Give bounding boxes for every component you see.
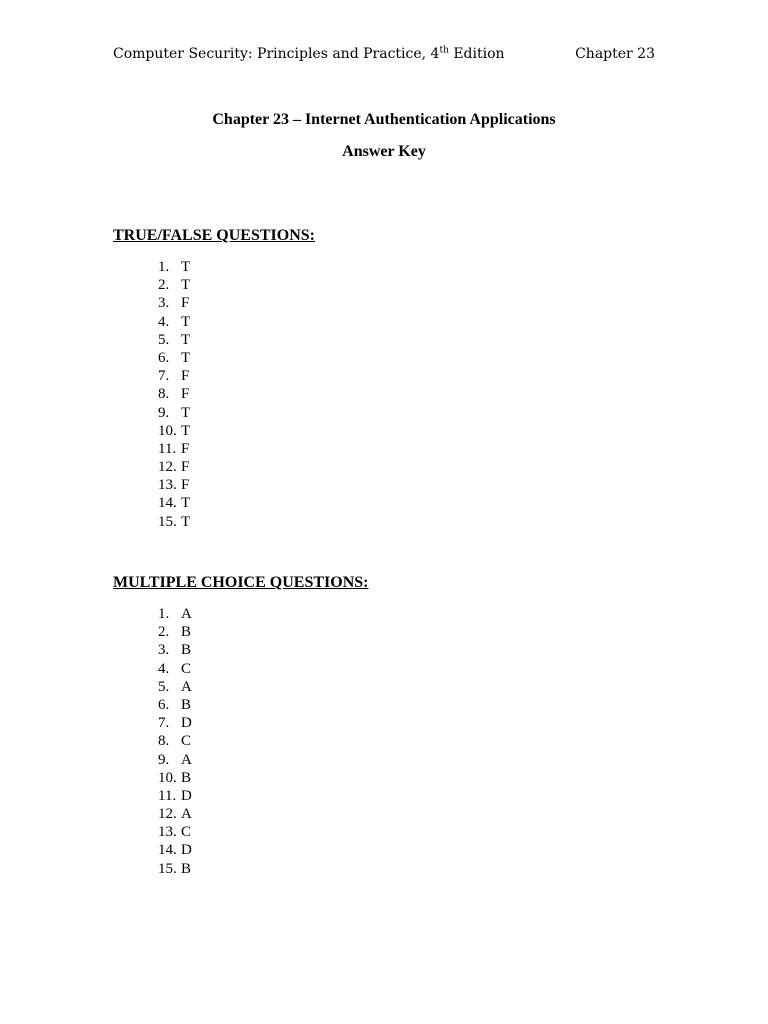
question-number: 6. bbox=[158, 696, 170, 713]
question-number: 3. bbox=[158, 642, 170, 659]
question-number: 10. bbox=[158, 769, 177, 786]
answer-value: F bbox=[181, 295, 190, 312]
answer-value: T bbox=[181, 313, 191, 330]
answer-value: C bbox=[181, 660, 192, 677]
question-number: 5. bbox=[158, 678, 170, 695]
question-number: 14. bbox=[158, 842, 177, 859]
answer-value: B bbox=[181, 860, 192, 877]
question-number: 13. bbox=[158, 824, 177, 841]
answer-value: A bbox=[181, 751, 192, 768]
question-number: 8. bbox=[158, 386, 170, 403]
answer-value: F bbox=[181, 440, 190, 457]
header-book-title bbox=[113, 46, 505, 62]
question-number: 2. bbox=[158, 277, 170, 294]
answer-value: C bbox=[181, 824, 192, 841]
answer-value: C bbox=[181, 733, 192, 750]
answer-value: A bbox=[181, 606, 192, 622]
answer-value: T bbox=[181, 495, 191, 512]
header-edition-superscript: th bbox=[439, 45, 449, 56]
true-false-heading: TRUE/FALSE QUESTIONS: bbox=[113, 227, 315, 244]
question-number: 13. bbox=[158, 477, 177, 494]
answer-value: T bbox=[181, 404, 191, 421]
answer-value: B bbox=[181, 624, 192, 641]
question-number: 1. bbox=[158, 606, 170, 622]
question-number: 1. bbox=[158, 259, 170, 275]
answer-value: A bbox=[181, 678, 192, 695]
header-edition-suffix: Edition bbox=[448, 46, 505, 62]
document-subtitle: Answer Key bbox=[342, 143, 426, 160]
multiple-choice-heading: MULTIPLE CHOICE QUESTIONS: bbox=[113, 574, 369, 591]
question-number: 12. bbox=[158, 806, 177, 823]
answer-value: D bbox=[181, 842, 192, 859]
question-number: 11. bbox=[158, 787, 177, 804]
answer-value: B bbox=[181, 642, 192, 659]
question-number: 9. bbox=[158, 751, 170, 768]
answer-value: F bbox=[181, 368, 190, 385]
question-number: 7. bbox=[158, 368, 170, 385]
answer-value: F bbox=[181, 386, 190, 403]
answer-value: B bbox=[181, 769, 192, 786]
answer-value: D bbox=[181, 715, 192, 732]
answer-value: D bbox=[181, 787, 192, 804]
question-number: 15. bbox=[158, 513, 177, 530]
answer-value: B bbox=[181, 696, 192, 713]
question-number: 6. bbox=[158, 349, 170, 366]
answer-value: F bbox=[181, 459, 190, 476]
answer-value: T bbox=[181, 349, 191, 366]
answer-value: T bbox=[181, 422, 191, 439]
question-number: 10. bbox=[158, 422, 177, 439]
page-header bbox=[113, 46, 655, 66]
document-title: Chapter 23 – Internet Authentication Applications bbox=[212, 111, 556, 128]
question-number: 3. bbox=[158, 295, 170, 312]
question-number: 7. bbox=[158, 715, 170, 732]
question-number: 11. bbox=[158, 440, 177, 457]
header-chapter-label: Chapter 23 bbox=[575, 46, 655, 62]
question-number: 9. bbox=[158, 404, 170, 421]
answer-value: F bbox=[181, 477, 190, 494]
question-number: 14. bbox=[158, 495, 177, 512]
question-number: 8. bbox=[158, 733, 170, 750]
question-number: 12. bbox=[158, 459, 177, 476]
question-number: 5. bbox=[158, 331, 170, 348]
answer-value: T bbox=[181, 513, 191, 530]
question-number: 2. bbox=[158, 624, 170, 641]
header-book-title-text: Computer Security: Principles and Practice, 4 bbox=[113, 46, 440, 62]
answer-value: T bbox=[181, 277, 191, 294]
question-number: 4. bbox=[158, 313, 170, 330]
answer-value: T bbox=[181, 259, 191, 275]
question-number: 15. bbox=[158, 860, 177, 877]
answer-value: T bbox=[181, 331, 191, 348]
answer-value: A bbox=[181, 806, 192, 823]
question-number: 4. bbox=[158, 660, 170, 677]
